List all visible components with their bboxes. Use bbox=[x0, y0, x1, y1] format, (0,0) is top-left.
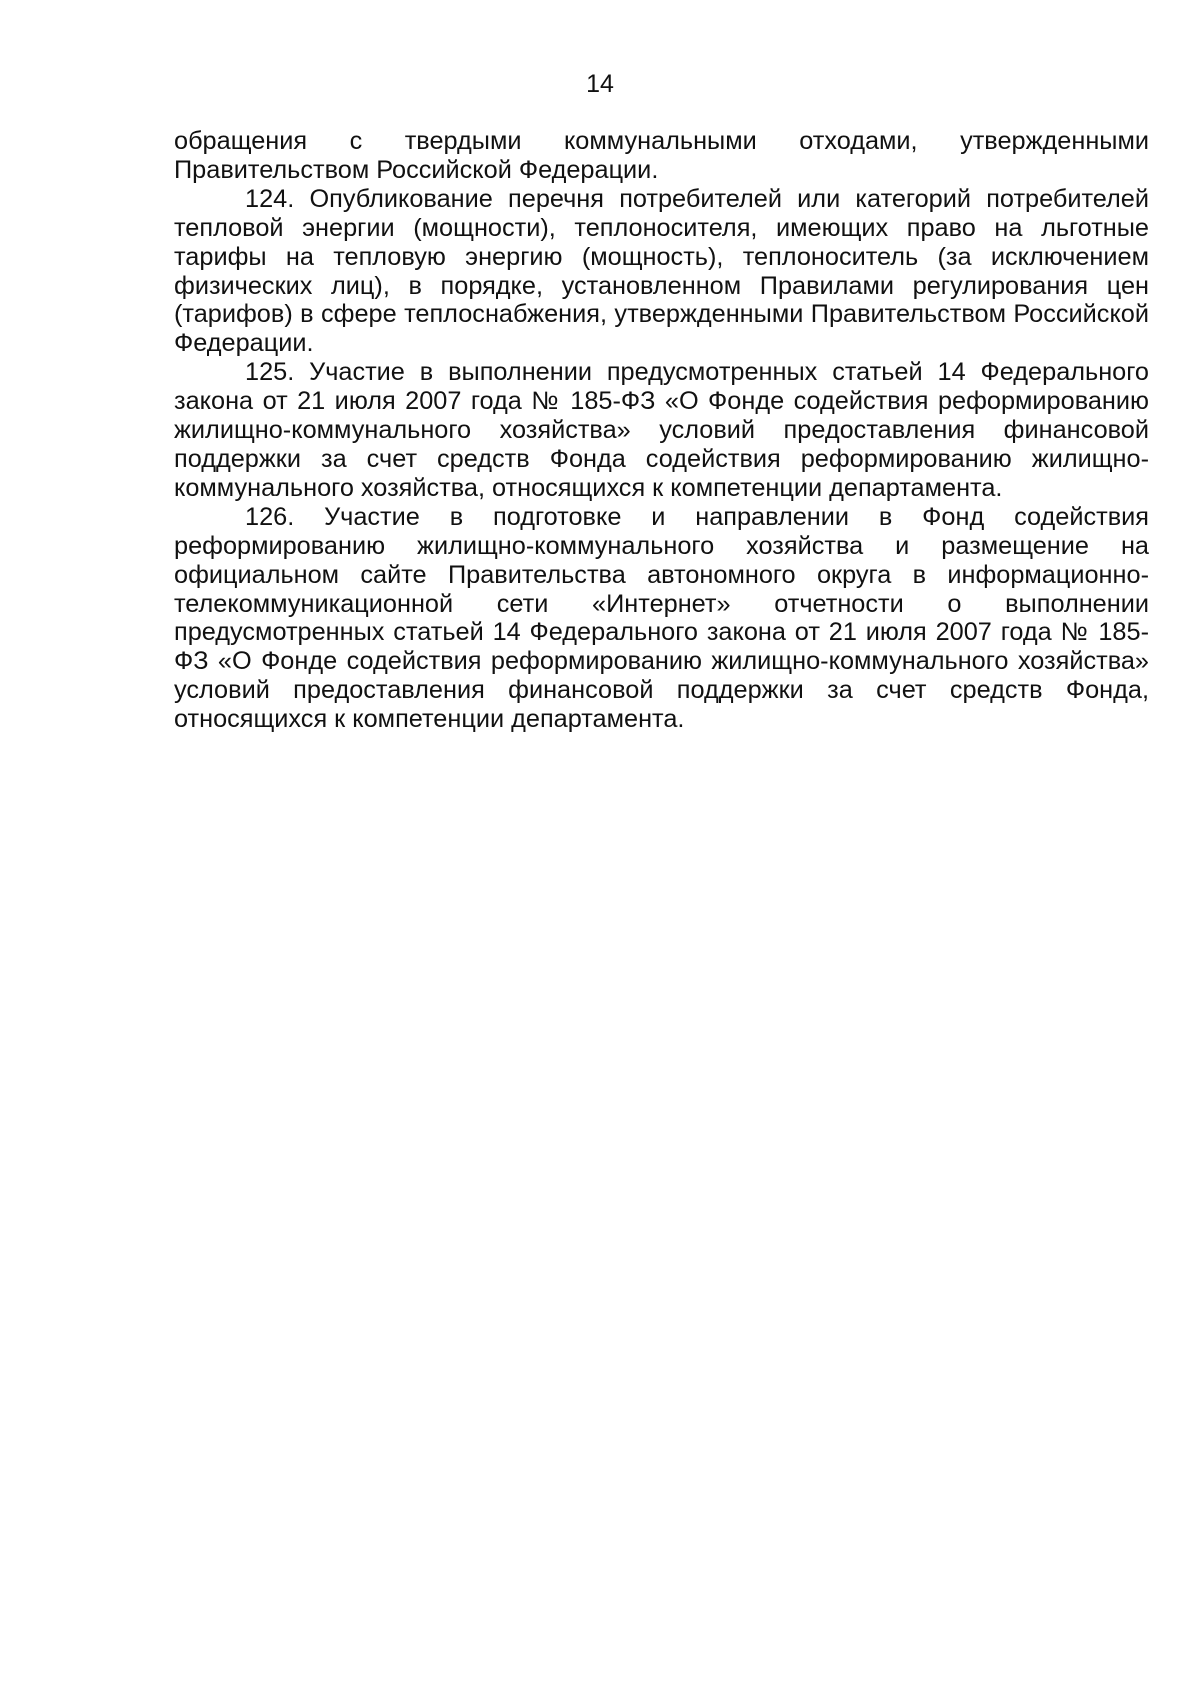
document-body bbox=[174, 127, 1149, 734]
paragraph-continuation: обращения с твердыми коммунальными отходами, утвержденными Правительством Российской Федерации. bbox=[174, 127, 1149, 184]
paragraph-125: 125. Участие в выполнении предусмотренных статьей 14 Федерального закона от 21 июля 2007 года № 185-ФЗ «О Фонде содействия реформированию жилищно-коммунального хозяйства» условий предоставления финансовой поддержки за счет средств Фонда содействия реформированию жилищно-коммунального хозяйства, относящихся к компетенции департамента. bbox=[174, 358, 1149, 502]
paragraph-124: 124. Опубликование перечня потребителей или категорий потребителей тепловой энергии (мощности), теплоносителя, имеющих право на льготные тарифы на тепловую энергию (мощность), теплоноситель (за исключением физических лиц), в порядке, установленном Правилами регулирования цен (тарифов) в сфере теплоснабжения, утвержденными Правительством Российской Федерации. bbox=[174, 184, 1149, 358]
paragraph-126: 126. Участие в подготовке и направлении в Фонд содействия реформированию жилищно-коммунального хозяйства и размещение на официальном сайте Правительства автономного округа в информационно-телекоммуникационной сети «Интернет» отчетности о выполнении предусмотренных статьей 14 Федерального закона от 21 июля 2007 года № 185-ФЗ «О Фонде содействия реформированию жилищно-коммунального хозяйства» условий предоставления финансовой поддержки за счет средств Фонда, относящихся к компетенции департамента. bbox=[174, 502, 1149, 734]
page-number: 14 bbox=[586, 70, 614, 98]
